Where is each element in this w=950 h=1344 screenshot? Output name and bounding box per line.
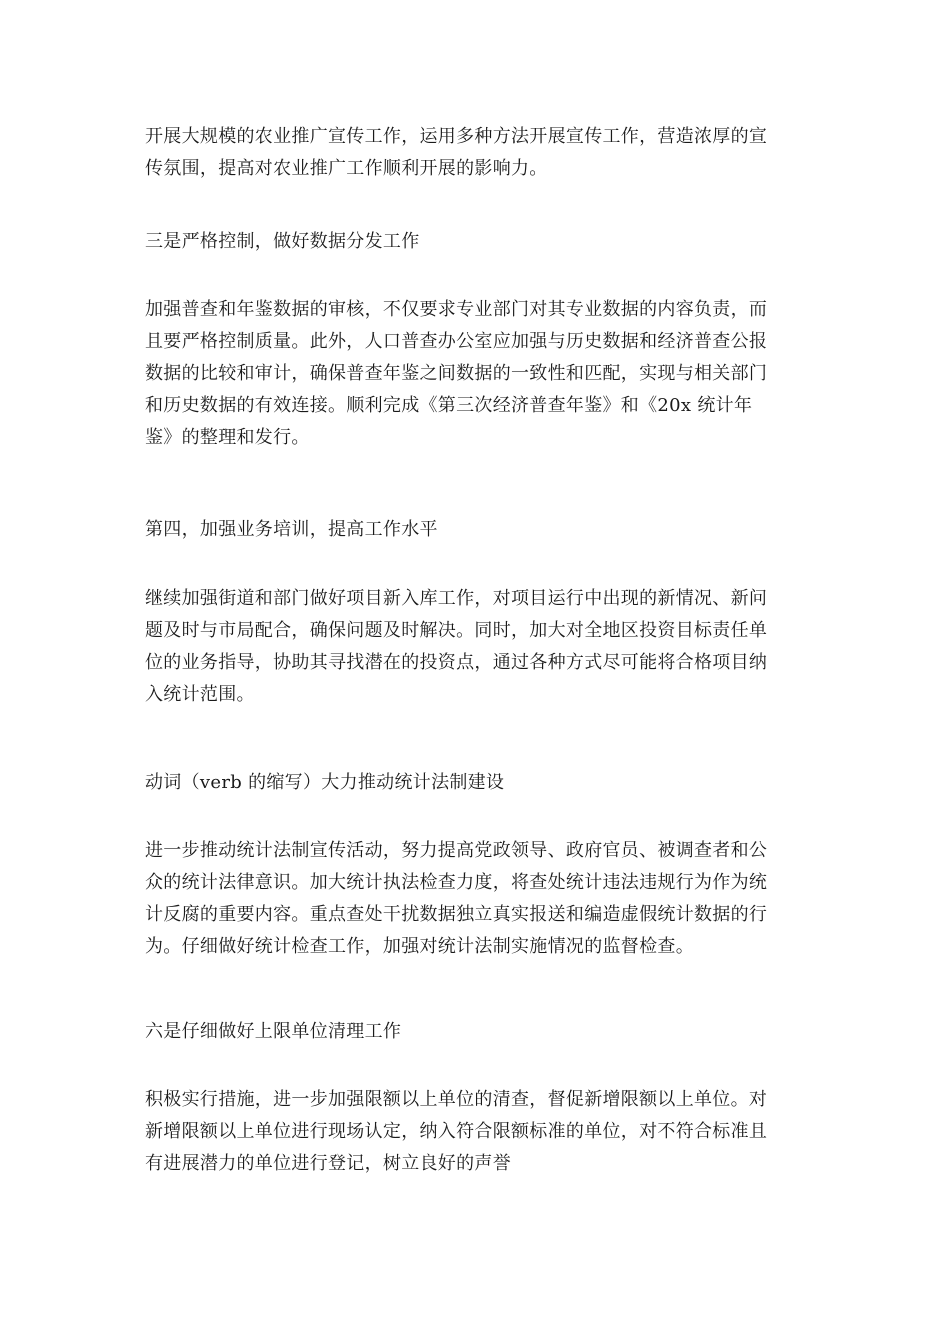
text-line: 继续加强街道和部门做好项目新入库工作，对项目运行中出现的新情况、新问 [145,588,768,609]
text-line: 有进展潜力的单位进行登记，树立良好的声誉 [145,1153,511,1174]
paragraph-legal-awareness [145,835,805,963]
paragraph-agri-promotion [145,121,805,185]
paragraph-unit-inspection [145,1084,805,1180]
heading-text: 第四，加强业务培训，提高工作水平 [145,519,438,540]
text-line: 新增限额以上单位进行现场认定，纳入符合限额标准的单位，对不符合标准且 [145,1121,768,1142]
text-line: 加强普查和年鉴数据的审核，不仅要求专业部门对其专业数据的内容负责，而 [145,299,768,320]
text-line: 且要严格控制质量。此外，人口普查办公室应加强与历史数据和经济普查公报 [145,331,768,352]
text-line: 和历史数据的有效连接。顺利完成《第三次经济普查年鉴》和《20x 统计年 [145,395,753,416]
text-line: 题及时与市局配合，确保问题及时解决。同时，加大对全地区投资目标责任单 [145,620,768,641]
text-line: 入统计范围。 [145,684,255,705]
text-line: 积极实行措施，进一步加强限额以上单位的清查，督促新增限额以上单位。对 [145,1089,768,1110]
text-line: 开展大规模的农业推广宣传工作，运用多种方法开展宣传工作，营造浓厚的宣 [145,126,768,147]
text-line: 为。仔细做好统计检查工作，加强对统计法制实施情况的监督检查。 [145,936,694,957]
heading-text: 动词（verb 的缩写）大力推动统计法制建设 [145,772,505,793]
section-heading-training [145,514,805,546]
text-line: 进一步推动统计法制宣传活动，努力提高党政领导、政府官员、被调查者和公 [145,840,768,861]
text-line: 众的统计法律意识。加大统计执法检查力度，将查处统计违法违规行为作为统 [145,872,768,893]
paragraph-project-intake [145,583,805,711]
heading-text: 三是严格控制，做好数据分发工作 [145,231,420,252]
paragraph-data-review [145,294,805,454]
heading-text: 六是仔细做好上限单位清理工作 [145,1021,402,1042]
text-line: 位的业务指导，协助其寻找潜在的投资点，通过各种方式尽可能将合格项目纳 [145,652,768,673]
section-heading-legal-system [145,767,805,799]
section-heading-data-distribution [145,226,805,258]
text-line: 计反腐的重要内容。重点查处干扰数据独立真实报送和编造虚假统计数据的行 [145,904,768,925]
text-line: 传氛围，提高对农业推广工作顺利开展的影响力。 [145,158,548,179]
text-line: 数据的比较和审计，确保普查年鉴之间数据的一致性和匹配，实现与相关部门 [145,363,768,384]
section-heading-unit-cleanup [145,1016,805,1048]
text-line: 鉴》的整理和发行。 [145,427,310,448]
